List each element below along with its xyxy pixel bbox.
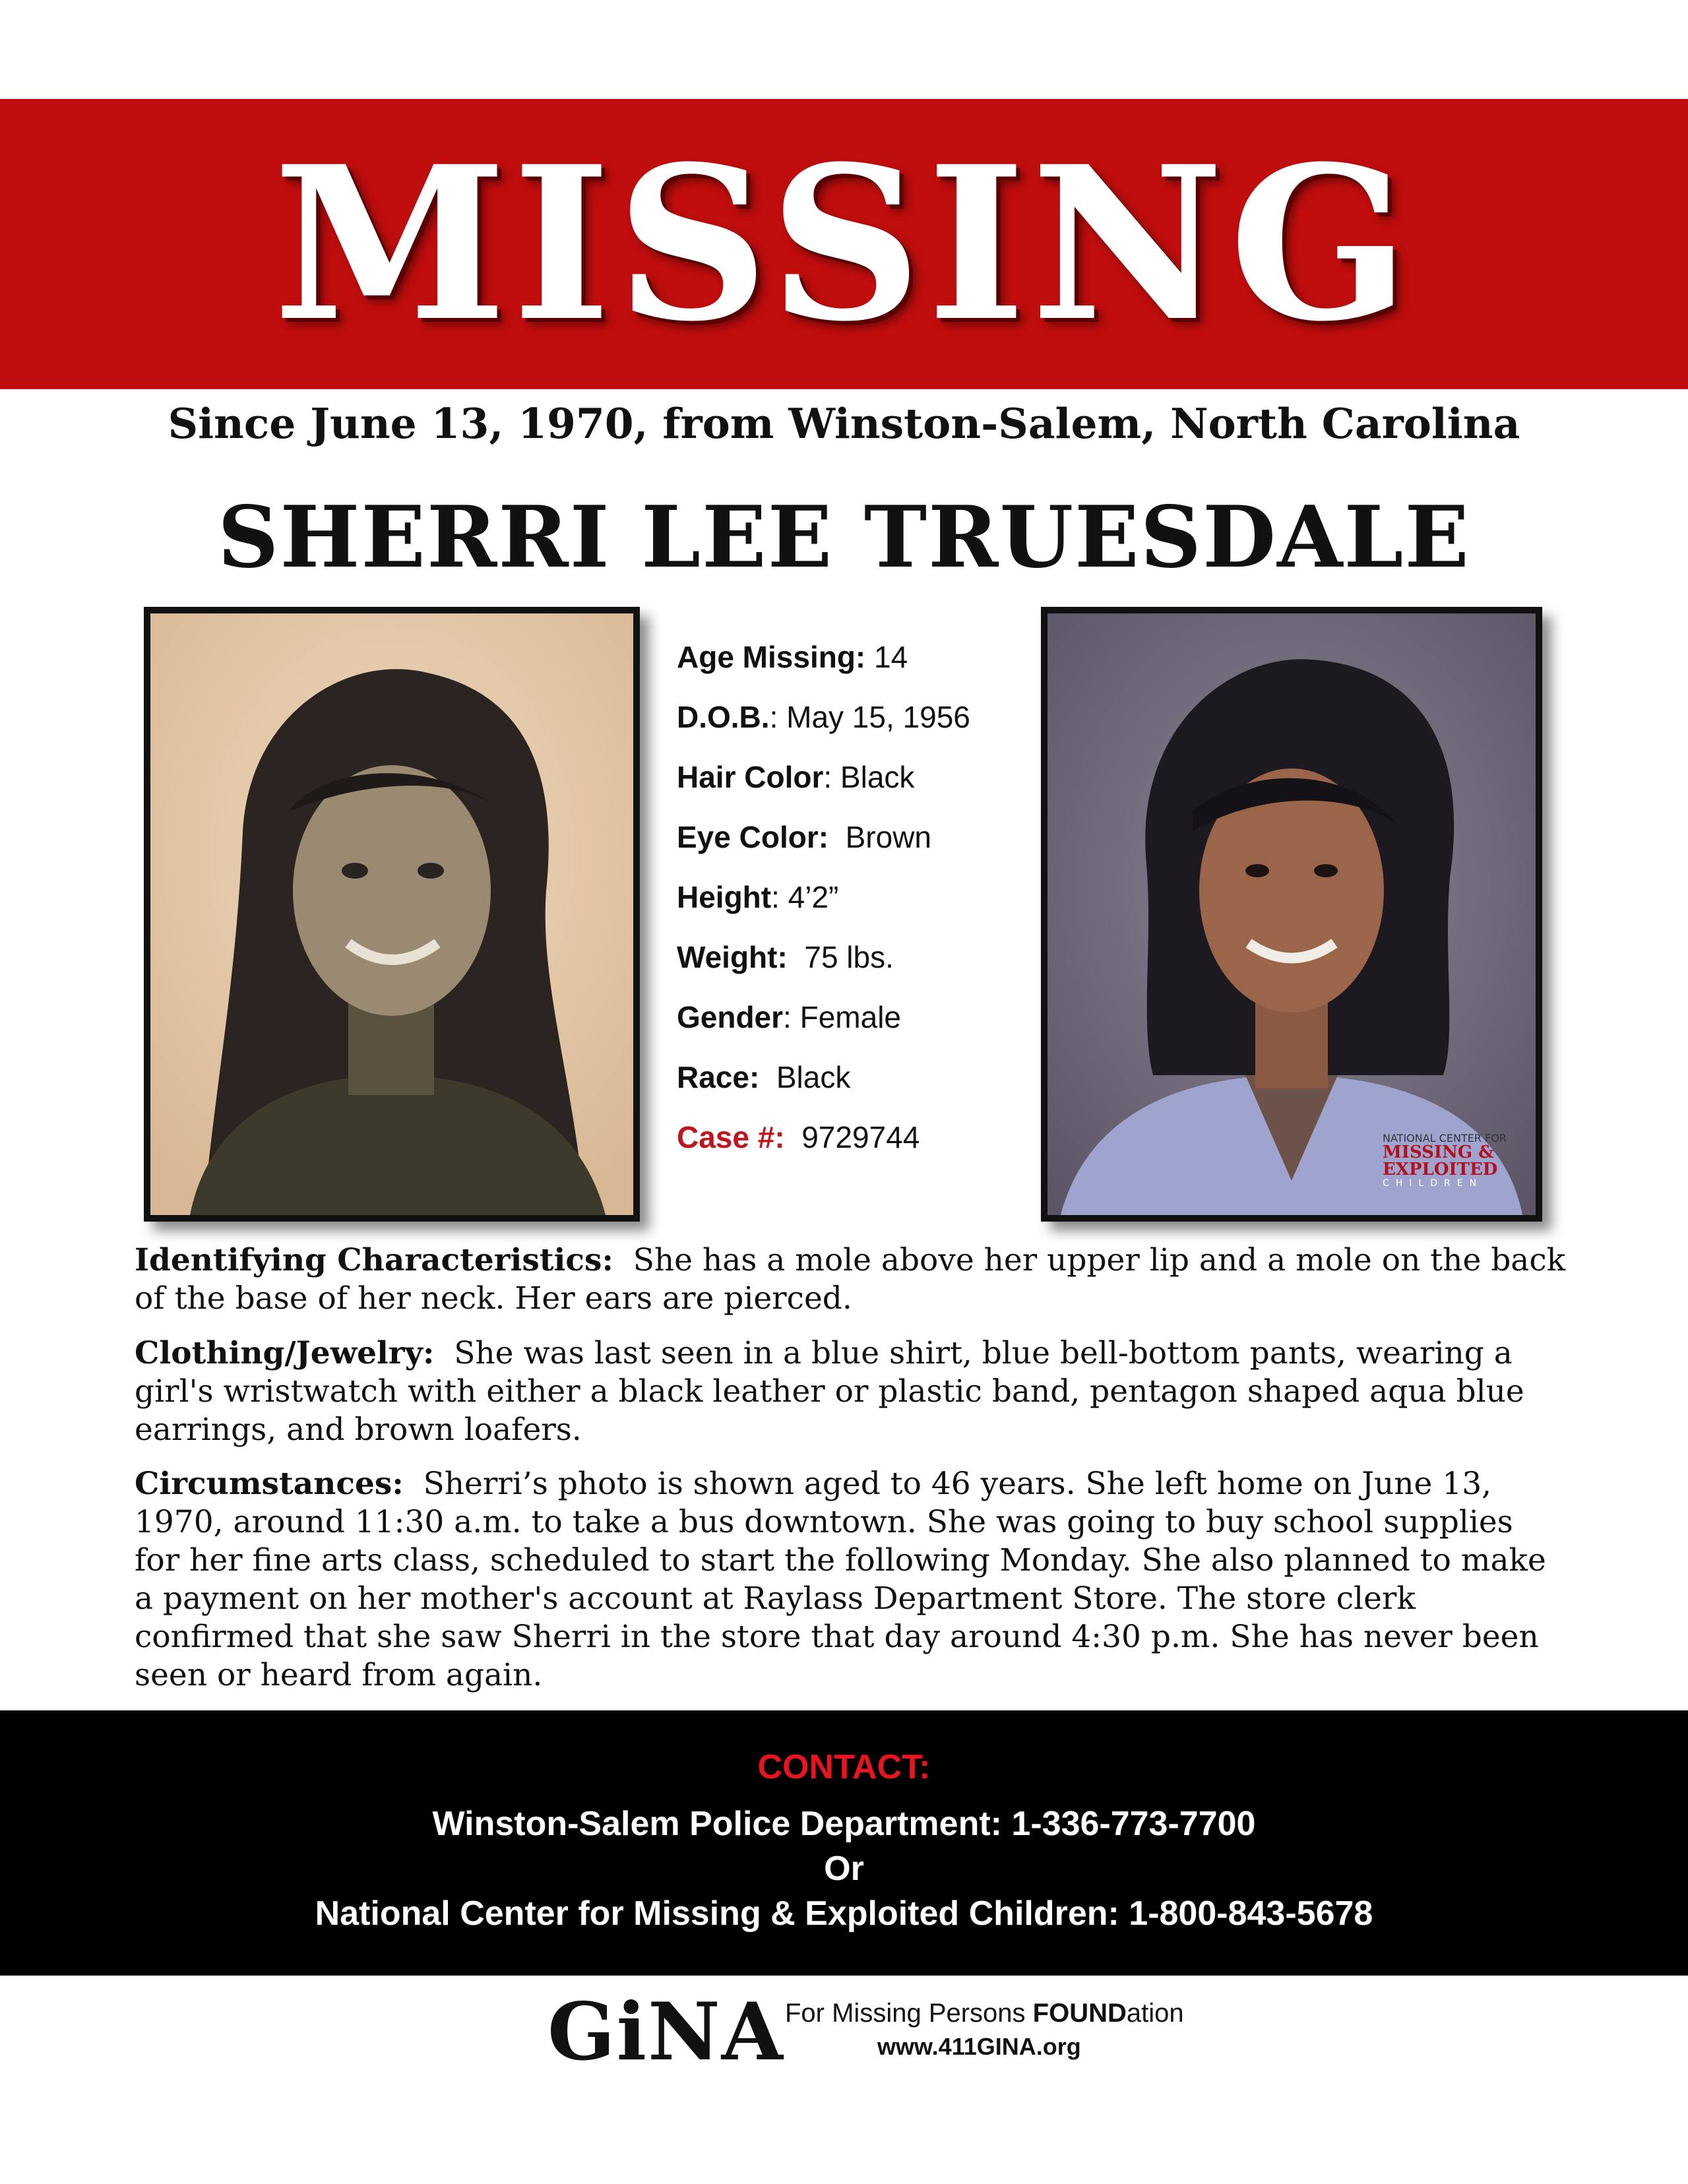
fact-gender <box>677 999 1020 1059</box>
fact-value: 75 lbs. <box>804 940 894 974</box>
fact-label: Race: <box>677 1060 760 1094</box>
photo-age-progressed <box>1041 607 1542 1222</box>
section-text: She was last seen in a blue shirt, blue bell-bottom pants, wearing a girl's wristwatch with either a black leather or plastic band, pentagon shaped aqua blue earrings, and brown loafers. <box>135 1335 1524 1448</box>
fact-label: Eye Color: <box>677 820 829 854</box>
fact-label: Age Missing: <box>677 640 866 674</box>
ncmec-logo-small-text: NATIONAL CENTER FOR <box>1383 1132 1507 1144</box>
contact-or: Or <box>824 1850 864 1888</box>
fact-dob <box>677 699 1020 759</box>
ncmec-logo-sub-text: CHILDREN <box>1383 1178 1484 1189</box>
fact-value: : 4’2” <box>771 880 839 914</box>
fact-value: Brown <box>845 820 931 854</box>
identifying-characteristics <box>135 1241 1566 1318</box>
fact-value: Black <box>776 1060 851 1094</box>
fact-height <box>677 879 1020 939</box>
gina-tagline <box>785 1999 1184 2028</box>
fact-label: D.O.B. <box>677 700 770 734</box>
gina-tagline-bold: FOUND <box>1032 1999 1127 2028</box>
clothing-jewelry <box>135 1334 1566 1449</box>
fact-label: Gender <box>677 1000 784 1034</box>
portrait-silhouette-icon <box>1047 613 1536 1215</box>
contact-police: Winston-Salem Police Department: 1-336-773-7700 <box>432 1805 1256 1843</box>
banner-title: MISSING <box>273 120 1415 368</box>
section-label: Identifying Characteristics: <box>135 1242 613 1278</box>
contact-panel <box>0 1710 1688 1976</box>
fact-case-number <box>677 1119 1020 1179</box>
ncmec-logo-line-1: MISSING & <box>1383 1142 1494 1162</box>
gina-url: www.411GINA.org <box>877 2033 1081 2060</box>
fact-weight <box>677 939 1020 999</box>
gina-tagline-prefix: For Missing Persons <box>785 1999 1033 2028</box>
gina-logo <box>541 1985 1201 2078</box>
photo-age-missing <box>144 607 640 1222</box>
gina-logo-word: GiNA <box>547 1985 784 2078</box>
missing-since-line: Since June 13, 1970, from Winston-Salem, North Carolina <box>168 399 1520 448</box>
fact-label: Height <box>677 880 772 914</box>
section-text: Sherri’s photo is shown aged to 46 years. She left home on June 13, 1970, around 11:30 a.m. to take a bus downtown. She was going to buy school supplies for her fine arts class, scheduled to start the following Monday. She also planned to make a payment on her mother's account at Raylass Department Store. The store clerk confirmed that she saw Sherri in the store that day around 4:30 p.m. She has never been seen or heard from again. <box>135 1466 1546 1693</box>
fact-value: 14 <box>874 640 908 674</box>
section-label: Circumstances: <box>135 1466 404 1502</box>
section-label: Clothing/Jewelry: <box>135 1335 435 1371</box>
fact-age-missing <box>677 639 1020 699</box>
fact-race <box>677 1059 1020 1119</box>
portrait-silhouette-icon <box>150 613 633 1215</box>
missing-banner <box>0 99 1688 389</box>
fact-value: : Black <box>823 760 915 794</box>
gina-tagline-suffix: ation <box>1126 1999 1184 2028</box>
contact-heading: CONTACT: <box>757 1748 931 1786</box>
contact-ncmec: National Center for Missing & Exploited Children: 1-800-843-5678 <box>315 1894 1373 1933</box>
person-name: SHERRI LEE TRUESDALE <box>218 488 1470 587</box>
facts-list <box>677 639 1020 1179</box>
section-text: She has a mole above her upper lip and a mole on the back of the base of her neck. Her ears are pierced. <box>135 1242 1566 1317</box>
fact-value: : Female <box>783 1000 901 1034</box>
fact-label: Case #: <box>677 1120 785 1154</box>
fact-label: Hair Color <box>677 760 824 794</box>
fact-hair-color <box>677 759 1020 819</box>
circumstances <box>135 1465 1566 1695</box>
fact-label: Weight: <box>677 940 788 974</box>
ncmec-logo <box>1383 1133 1521 1189</box>
fact-value: 9729744 <box>801 1120 920 1154</box>
fact-eye-color <box>677 819 1020 879</box>
fact-value: : May 15, 1956 <box>769 700 970 734</box>
ncmec-logo-line-2: EXPLOITED <box>1383 1160 1498 1179</box>
